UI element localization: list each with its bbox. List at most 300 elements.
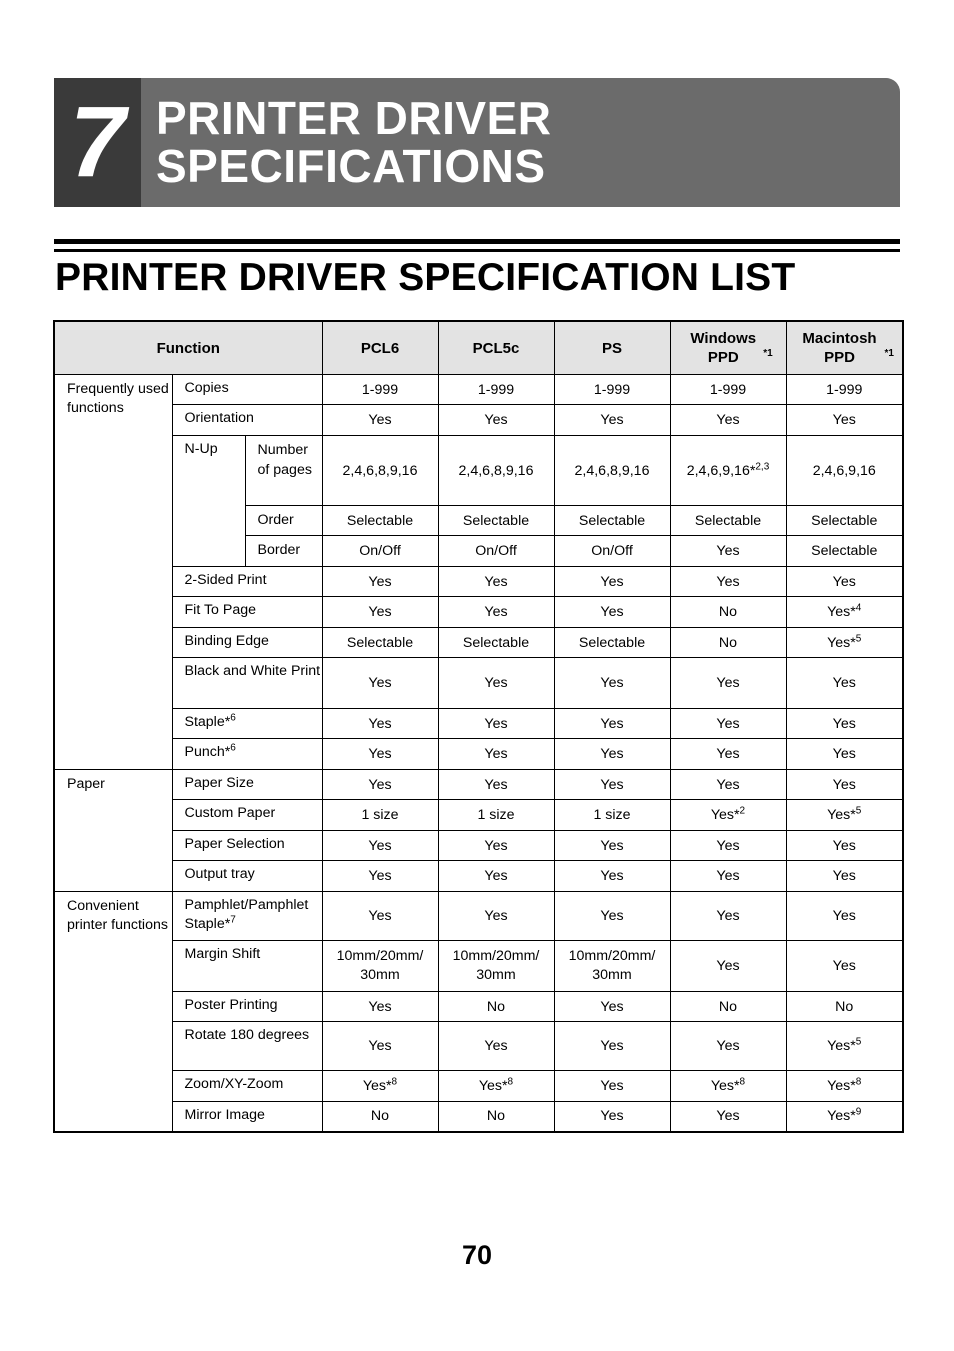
table-row [54, 1022, 903, 1071]
chapter-title [156, 94, 551, 190]
table-row [54, 1102, 903, 1132]
value-text: Yes [716, 1108, 740, 1125]
value-cell [670, 628, 786, 658]
value-cell [438, 1102, 554, 1132]
value-text: Yes [600, 998, 624, 1015]
value-text: Yes [484, 604, 508, 620]
value-text: No [718, 998, 738, 1015]
value-text: 2,4,6,8,9,16 [342, 462, 418, 479]
value-text: Selectable [578, 512, 646, 529]
nup-sublabel: Number of pages [245, 436, 322, 506]
value-text: Yes [368, 998, 392, 1015]
value-text: Yes [484, 868, 508, 884]
value-cell [670, 597, 786, 628]
value-cell [438, 941, 554, 992]
function-label-text: Staple* [184, 714, 231, 730]
section-rule-thick [54, 239, 900, 244]
value-text: Yes [484, 412, 508, 428]
function-label-text: Fit To Page [184, 602, 257, 618]
function-label-text: Paper Selection [184, 836, 285, 852]
value-cell [554, 1022, 670, 1071]
value-cell [322, 1102, 438, 1132]
table-row [54, 436, 903, 506]
group-label-paper: Paper [54, 770, 172, 892]
value-cell [554, 709, 670, 739]
value-cell [322, 658, 438, 709]
function-label-text: Rotate 180 degrees [184, 1027, 310, 1043]
value-cell [554, 1071, 670, 1102]
value-note: 5 [855, 1036, 862, 1048]
value-cell [322, 709, 438, 739]
value-text: Yes [832, 868, 856, 884]
function-label-text: Orientation [184, 410, 254, 426]
value-text: No [718, 634, 738, 651]
value-text: On/Off [475, 543, 517, 559]
section-rule-thin [54, 249, 900, 252]
value-cell [786, 536, 903, 567]
value-cell [786, 800, 903, 831]
value-cell [554, 628, 670, 658]
header-mac-ppd [786, 321, 903, 375]
value-cell [322, 800, 438, 831]
value-cell [670, 831, 786, 861]
value-cell [322, 405, 438, 436]
value-text: 2,4,6,8,9,16 [574, 462, 650, 479]
value-cell [786, 436, 903, 506]
function-label [172, 770, 322, 800]
value-text: No [718, 604, 738, 620]
value-cell [554, 892, 670, 941]
value-text: Yes [716, 675, 740, 691]
function-label-text: Binding Edge [184, 633, 269, 649]
value-text: Yes* [362, 1078, 392, 1094]
value-cell [438, 506, 554, 536]
nup-sublabel: Border [245, 536, 322, 567]
value-cell [438, 770, 554, 800]
value-text: On/Off [359, 543, 401, 559]
header-windows-ppd-label: Windows PPD [690, 330, 757, 366]
value-text: Yes* [710, 1078, 740, 1094]
value-cell [438, 628, 554, 658]
header-windows-ppd [670, 321, 786, 375]
value-cell [438, 658, 554, 709]
value-note: 2 [739, 805, 746, 817]
value-text: Yes [716, 715, 740, 732]
function-label-text: Pamphlet/Pamphlet Staple* [184, 897, 309, 932]
table-row [54, 658, 903, 709]
value-text: 1-999 [826, 381, 863, 398]
table-row [54, 375, 903, 405]
value-text: Yes [484, 1038, 508, 1054]
table-row [54, 800, 903, 831]
value-text: No [486, 998, 506, 1015]
value-note: 4 [855, 602, 862, 614]
value-text: Yes [600, 908, 624, 924]
function-label-text: Mirror Image [184, 1107, 265, 1123]
function-label [172, 628, 322, 658]
value-text: Selectable [811, 543, 878, 559]
value-cell [670, 892, 786, 941]
header-function: Function [54, 321, 322, 375]
value-text: Yes [832, 412, 856, 428]
value-cell [438, 739, 554, 770]
value-text: 2,4,6,9,16* [686, 462, 756, 479]
value-note: 8 [507, 1076, 514, 1088]
value-cell [438, 436, 554, 506]
value-cell [322, 941, 438, 992]
function-label [172, 1071, 322, 1102]
value-text: Yes [716, 746, 740, 762]
value-text: Yes [600, 1108, 624, 1125]
value-cell [438, 536, 554, 567]
value-text: Yes* [827, 604, 856, 620]
value-text: Selectable [346, 512, 414, 529]
value-cell [322, 1022, 438, 1071]
value-cell [670, 1022, 786, 1071]
chapter-number: 7 [54, 78, 141, 207]
function-label-text: Output tray [184, 866, 255, 882]
value-cell [786, 375, 903, 405]
function-label [172, 941, 322, 992]
function-label [172, 597, 322, 628]
header-pcl5c: PCL5c [438, 321, 554, 375]
value-text: Yes [716, 1038, 740, 1054]
table-row [54, 892, 903, 941]
value-text: On/Off [591, 543, 633, 559]
value-cell [670, 861, 786, 892]
value-cell [670, 1071, 786, 1102]
value-cell [322, 892, 438, 941]
value-text: No [486, 1108, 506, 1125]
function-label [172, 709, 322, 739]
value-text: Yes [716, 776, 740, 793]
header-windows-ppd-note: *1 [763, 348, 773, 359]
value-text: Selectable [694, 512, 762, 529]
value-cell [438, 831, 554, 861]
value-cell [786, 709, 903, 739]
value-cell [554, 992, 670, 1022]
value-cell [322, 861, 438, 892]
value-cell [670, 800, 786, 831]
value-cell [322, 992, 438, 1022]
value-cell [554, 1102, 670, 1132]
value-text: Yes [368, 715, 392, 732]
value-text: Selectable [462, 512, 530, 529]
function-label [172, 1022, 322, 1071]
value-cell [554, 506, 670, 536]
value-cell [322, 536, 438, 567]
value-cell [322, 1071, 438, 1102]
value-cell [322, 506, 438, 536]
value-cell [786, 892, 903, 941]
value-cell [438, 597, 554, 628]
table-row [54, 992, 903, 1022]
value-cell [554, 597, 670, 628]
value-text: 1-999 [593, 381, 631, 398]
value-cell [554, 800, 670, 831]
function-label-note: 6 [230, 742, 236, 754]
value-cell [786, 831, 903, 861]
value-text: Yes* [827, 807, 856, 823]
value-text: 2,4,6,9,16 [812, 462, 876, 479]
value-cell [322, 770, 438, 800]
table-row [54, 941, 903, 992]
value-text: Yes [600, 1038, 624, 1054]
value-text: Selectable [811, 512, 878, 529]
value-cell [554, 941, 670, 992]
function-label-text: Punch* [184, 744, 231, 760]
value-note: 2,3 [755, 460, 770, 472]
value-text: Yes [832, 675, 856, 691]
value-cell [554, 436, 670, 506]
value-cell [322, 375, 438, 405]
value-text: Yes [600, 776, 624, 793]
value-text: Yes* [827, 1038, 856, 1054]
function-label-text: Copies [184, 380, 229, 396]
value-text: 1 size [361, 807, 399, 823]
function-label [172, 992, 322, 1022]
value-text: Yes [600, 573, 624, 590]
value-text: Yes [368, 412, 392, 428]
value-cell [322, 831, 438, 861]
function-label [172, 567, 322, 597]
value-text: Selectable [578, 634, 646, 651]
value-cell [786, 658, 903, 709]
value-text: Yes* [827, 634, 856, 651]
value-text: No [370, 1108, 390, 1125]
value-cell [670, 770, 786, 800]
function-label-text: Black and White Print [184, 663, 321, 679]
value-text: Yes [484, 908, 508, 924]
value-text: Yes [484, 776, 508, 793]
value-cell [554, 405, 670, 436]
value-text: Yes [484, 675, 508, 691]
header-pcl6: PCL6 [322, 321, 438, 375]
value-text: Yes [484, 746, 508, 762]
value-text: Yes [716, 908, 740, 924]
value-cell [670, 941, 786, 992]
chapter-banner [54, 78, 900, 207]
value-text: Selectable [346, 634, 414, 651]
header-ps: PS [554, 321, 670, 375]
value-cell [554, 739, 670, 770]
value-cell [554, 861, 670, 892]
value-text: Yes* [827, 1078, 856, 1094]
value-cell [438, 1022, 554, 1071]
value-note: 5 [855, 805, 862, 817]
value-cell [438, 892, 554, 941]
function-label [172, 1102, 322, 1132]
value-text: Yes [832, 746, 856, 762]
value-cell [322, 597, 438, 628]
value-text: Selectable [462, 634, 530, 651]
value-cell [670, 405, 786, 436]
value-text: Yes* [478, 1078, 508, 1094]
value-cell [786, 941, 903, 992]
value-cell [786, 506, 903, 536]
value-cell [786, 1102, 903, 1132]
header-mac-ppd-label: Macintosh PPD [802, 330, 877, 366]
value-text: Yes [368, 604, 392, 620]
value-text: Yes* [827, 1108, 856, 1125]
value-cell [670, 658, 786, 709]
value-cell [438, 800, 554, 831]
value-text: Yes [600, 746, 624, 762]
function-label [172, 658, 322, 709]
value-text: Yes [832, 715, 856, 732]
value-cell [554, 831, 670, 861]
value-text: Yes [600, 837, 624, 854]
value-cell [438, 709, 554, 739]
value-cell [554, 770, 670, 800]
value-text: 1-999 [361, 381, 399, 398]
value-text: 10mm/20mm/ 30mm [452, 948, 540, 983]
value-text: Yes [600, 675, 624, 691]
function-label-text: Custom Paper [184, 805, 276, 821]
chapter-title-line2: SPECIFICATIONS [156, 140, 546, 192]
value-text: Yes [368, 776, 392, 793]
value-text: Yes [716, 543, 740, 559]
table-row [54, 709, 903, 739]
table-row [54, 831, 903, 861]
value-text: 10mm/20mm/ 30mm [336, 948, 424, 983]
value-note: 8 [855, 1076, 862, 1088]
value-cell [322, 436, 438, 506]
value-text: Yes [832, 837, 856, 854]
value-text: Yes [716, 837, 740, 854]
function-label [172, 831, 322, 861]
function-label-note: 6 [230, 712, 236, 724]
value-text: 1-999 [477, 381, 515, 398]
value-text: 10mm/20mm/ 30mm [568, 948, 656, 983]
value-text: Yes [484, 573, 508, 590]
value-cell [786, 597, 903, 628]
value-text: Yes [600, 1078, 624, 1094]
value-text: 2,4,6,8,9,16 [458, 462, 534, 479]
value-note: 9 [855, 1106, 862, 1118]
value-note: 5 [855, 632, 862, 644]
value-text: Yes [600, 868, 624, 884]
function-label [172, 892, 322, 941]
value-text: Yes [368, 868, 392, 884]
group-label-frequent: Frequently used functions [54, 375, 172, 770]
table-row [54, 597, 903, 628]
value-cell [670, 992, 786, 1022]
value-text: Yes [600, 715, 624, 732]
value-cell [670, 709, 786, 739]
value-text: Yes [832, 958, 856, 974]
value-cell [786, 628, 903, 658]
value-cell [786, 1022, 903, 1071]
value-text: Yes [716, 412, 740, 428]
value-text: Yes [716, 868, 740, 884]
value-text: Yes [716, 958, 740, 974]
value-cell [670, 375, 786, 405]
table-row [54, 405, 903, 436]
value-cell [670, 567, 786, 597]
value-cell [438, 375, 554, 405]
table-header-row [54, 321, 903, 375]
value-cell [786, 405, 903, 436]
value-text: 1 size [477, 807, 515, 823]
value-cell [786, 861, 903, 892]
value-text: Yes [368, 746, 392, 762]
function-label [172, 375, 322, 405]
value-cell [670, 1102, 786, 1132]
value-text: Yes [368, 908, 392, 924]
nup-label: N-Up [172, 436, 245, 567]
value-cell [554, 658, 670, 709]
function-label [172, 739, 322, 770]
value-cell [438, 1071, 554, 1102]
value-text: Yes* [710, 807, 740, 823]
function-label-text: Zoom/XY-Zoom [184, 1076, 284, 1092]
value-cell [670, 436, 786, 506]
value-cell [670, 506, 786, 536]
value-text: Yes [368, 573, 392, 590]
value-cell [438, 567, 554, 597]
value-cell [554, 536, 670, 567]
table-row [54, 567, 903, 597]
function-label [172, 861, 322, 892]
value-note: 8 [739, 1076, 746, 1088]
table-row [54, 861, 903, 892]
value-text: Yes [600, 604, 624, 620]
value-cell [438, 861, 554, 892]
value-text: Yes [368, 675, 392, 691]
value-text: Yes [484, 837, 508, 854]
value-cell [786, 770, 903, 800]
value-cell [554, 567, 670, 597]
value-text: 1-999 [709, 381, 747, 398]
value-note: 8 [391, 1076, 398, 1088]
group-label-convenient: Convenient printer functions [54, 892, 172, 1132]
function-label-note: 7 [230, 914, 236, 926]
value-text: Yes [716, 573, 740, 590]
value-cell [322, 739, 438, 770]
value-cell [670, 739, 786, 770]
section-title: PRINTER DRIVER SPECIFICATION LIST [55, 256, 796, 299]
table-row [54, 739, 903, 770]
value-text: Yes [484, 715, 508, 732]
function-label [172, 405, 322, 436]
value-text: 1 size [593, 807, 631, 823]
value-cell [786, 1071, 903, 1102]
value-text: No [835, 998, 854, 1015]
nup-sublabel: Order [245, 506, 322, 536]
value-cell [438, 992, 554, 1022]
function-label-text: Margin Shift [184, 946, 261, 962]
spec-table [53, 320, 904, 1133]
value-text: Yes [832, 908, 856, 924]
function-label-text: 2-Sided Print [184, 572, 267, 588]
value-cell [786, 739, 903, 770]
value-text: Yes [832, 776, 856, 793]
value-text: Yes [368, 1038, 392, 1054]
table-row [54, 1071, 903, 1102]
value-cell [786, 567, 903, 597]
value-cell [554, 375, 670, 405]
chapter-title-line1: PRINTER DRIVER [156, 92, 552, 144]
value-cell [670, 536, 786, 567]
table-row [54, 770, 903, 800]
table-row [54, 628, 903, 658]
value-cell [322, 628, 438, 658]
page-number: 70 [461, 1240, 493, 1270]
function-label [172, 800, 322, 831]
header-mac-ppd-note: *1 [884, 348, 894, 359]
value-cell [322, 567, 438, 597]
